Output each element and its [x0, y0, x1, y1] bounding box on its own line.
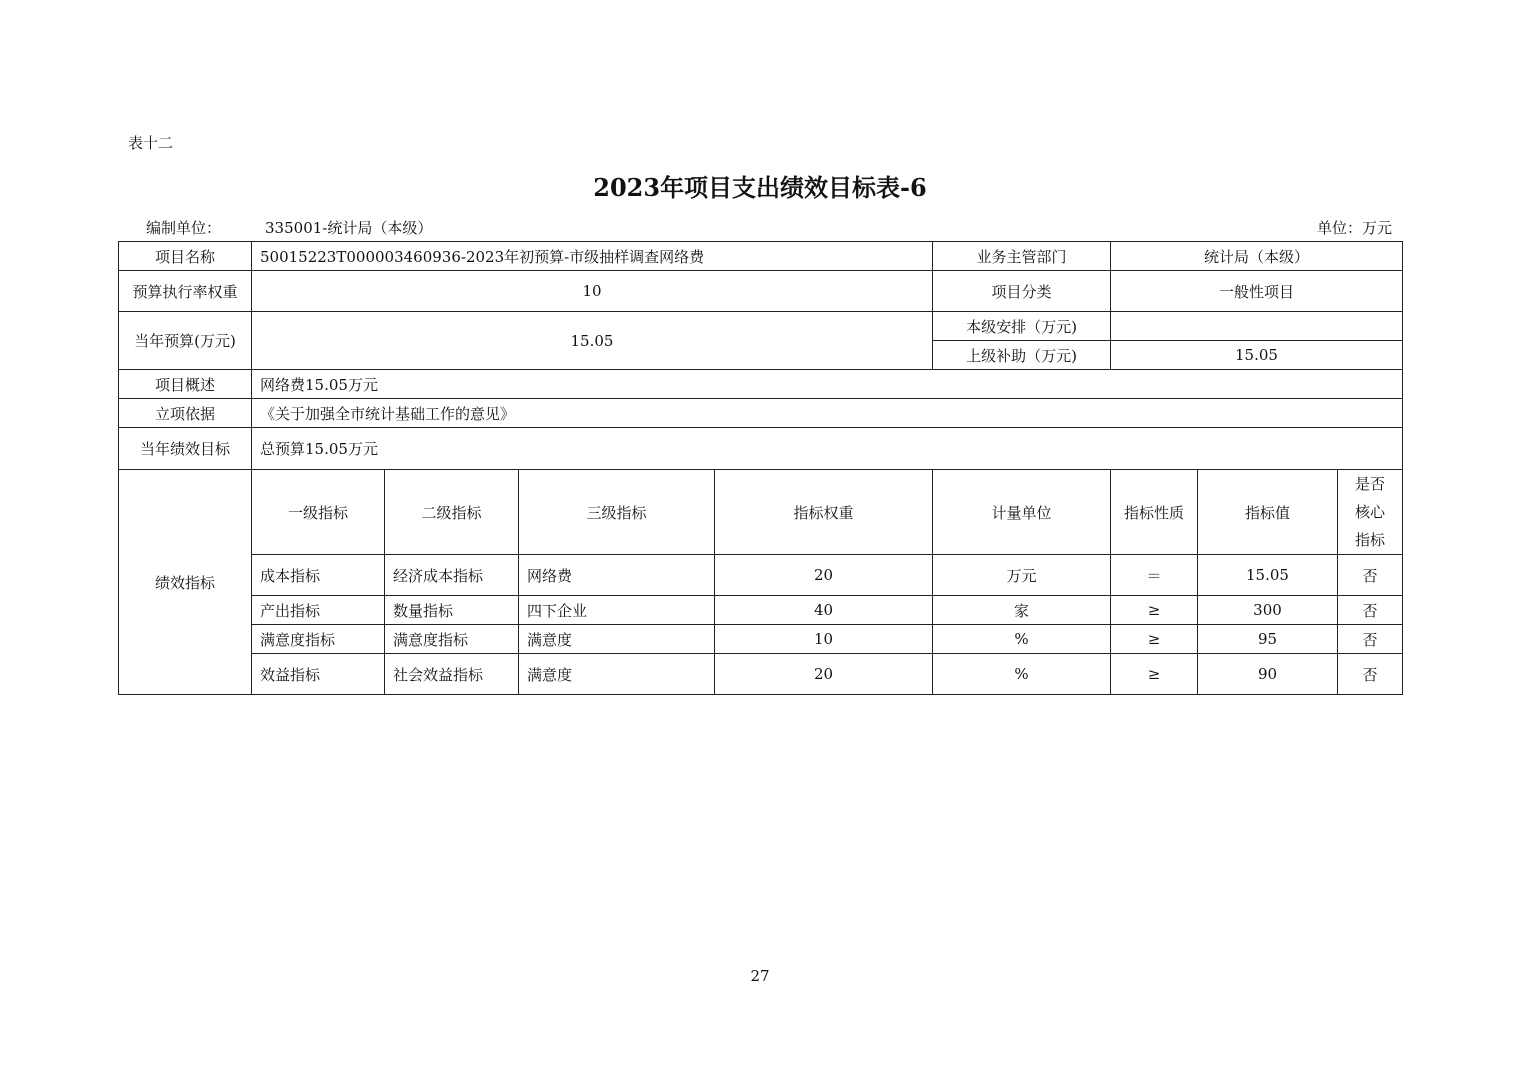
- row-level2: 满意度指标: [385, 625, 519, 654]
- row-nature: ≥: [1111, 654, 1198, 695]
- row-level3: 网络费: [519, 555, 715, 596]
- row-level1: 满意度指标: [252, 625, 385, 654]
- compiler-value: 335001-统计局（本级）: [265, 219, 433, 237]
- row-value: 95: [1198, 625, 1338, 654]
- row-level2: 数量指标: [385, 596, 519, 625]
- row-weight: 10: [715, 625, 933, 654]
- row-core: 否: [1338, 555, 1403, 596]
- row-value: 300: [1198, 596, 1338, 625]
- page-number: 27: [750, 967, 770, 985]
- row-unit: %: [933, 654, 1111, 695]
- unit-label: 单位：万元: [1316, 219, 1392, 237]
- weight-value: 10: [252, 271, 933, 312]
- overview-value: 网络费15.05万元: [252, 370, 1403, 399]
- row-value: 90: [1198, 654, 1338, 695]
- basis-label: 立项依据: [119, 399, 252, 428]
- goal-value: 总预算15.05万元: [252, 428, 1403, 470]
- header-nature: 指标性质: [1111, 470, 1198, 555]
- weight-label: 预算执行率权重: [119, 271, 252, 312]
- row-unit: %: [933, 625, 1111, 654]
- basis-value: 《关于加强全市统计基础工作的意见》: [252, 399, 1403, 428]
- compiler-info: [146, 217, 432, 238]
- header-level2: 二级指标: [385, 470, 519, 555]
- dept-value: 统计局（本级）: [1111, 242, 1403, 271]
- row-core: 否: [1338, 625, 1403, 654]
- row-level2: 经济成本指标: [385, 555, 519, 596]
- budget-value: 15.05: [252, 312, 933, 370]
- row-level2: 社会效益指标: [385, 654, 519, 695]
- local-budget-label: 本级安排（万元): [933, 312, 1111, 341]
- row-level1: 效益指标: [252, 654, 385, 695]
- row-weight: 20: [715, 555, 933, 596]
- row-nature: ＝: [1111, 555, 1198, 596]
- page-title: 2023年项目支出绩效目标表-6: [593, 173, 927, 202]
- row-weight: 40: [715, 596, 933, 625]
- indicators-section-label: 绩效指标: [119, 470, 252, 695]
- project-name-label: 项目名称: [119, 242, 252, 271]
- table-row: [119, 625, 1403, 654]
- row-unit: 万元: [933, 555, 1111, 596]
- row-level3: 四下企业: [519, 596, 715, 625]
- goal-label: 当年绩效目标: [119, 428, 252, 470]
- row-level1: 成本指标: [252, 555, 385, 596]
- row-level3: 满意度: [519, 654, 715, 695]
- header-weight: 指标权重: [715, 470, 933, 555]
- upper-subsidy-label: 上级补助（万元): [933, 341, 1111, 370]
- header-value: 指标值: [1198, 470, 1338, 555]
- row-core: 否: [1338, 596, 1403, 625]
- overview-label: 项目概述: [119, 370, 252, 399]
- row-nature: ≥: [1111, 596, 1198, 625]
- header-core: 是否核心指标: [1338, 470, 1403, 555]
- row-weight: 20: [715, 654, 933, 695]
- table-row: [119, 596, 1403, 625]
- dept-label: 业务主管部门: [933, 242, 1111, 271]
- table-row: [119, 654, 1403, 695]
- row-core: 否: [1338, 654, 1403, 695]
- row-level3: 满意度: [519, 625, 715, 654]
- project-name-value: 50015223T000003460936-2023年初预算-市级抽样调查网络费: [252, 242, 933, 271]
- budget-label: 当年预算(万元): [119, 312, 252, 370]
- table-label: 表十二: [128, 134, 174, 152]
- table-row: [119, 555, 1403, 596]
- local-budget-value: [1111, 312, 1403, 341]
- header-unit: 计量单位: [933, 470, 1111, 555]
- row-level1: 产出指标: [252, 596, 385, 625]
- header-level3: 三级指标: [519, 470, 715, 555]
- row-unit: 家: [933, 596, 1111, 625]
- upper-subsidy-value: 15.05: [1111, 341, 1403, 370]
- performance-target-table: [118, 241, 1403, 695]
- row-value: 15.05: [1198, 555, 1338, 596]
- header-level1: 一级指标: [252, 470, 385, 555]
- compiler-label: 编制单位：: [146, 219, 222, 237]
- category-label: 项目分类: [933, 271, 1111, 312]
- category-value: 一般性项目: [1111, 271, 1403, 312]
- row-nature: ≥: [1111, 625, 1198, 654]
